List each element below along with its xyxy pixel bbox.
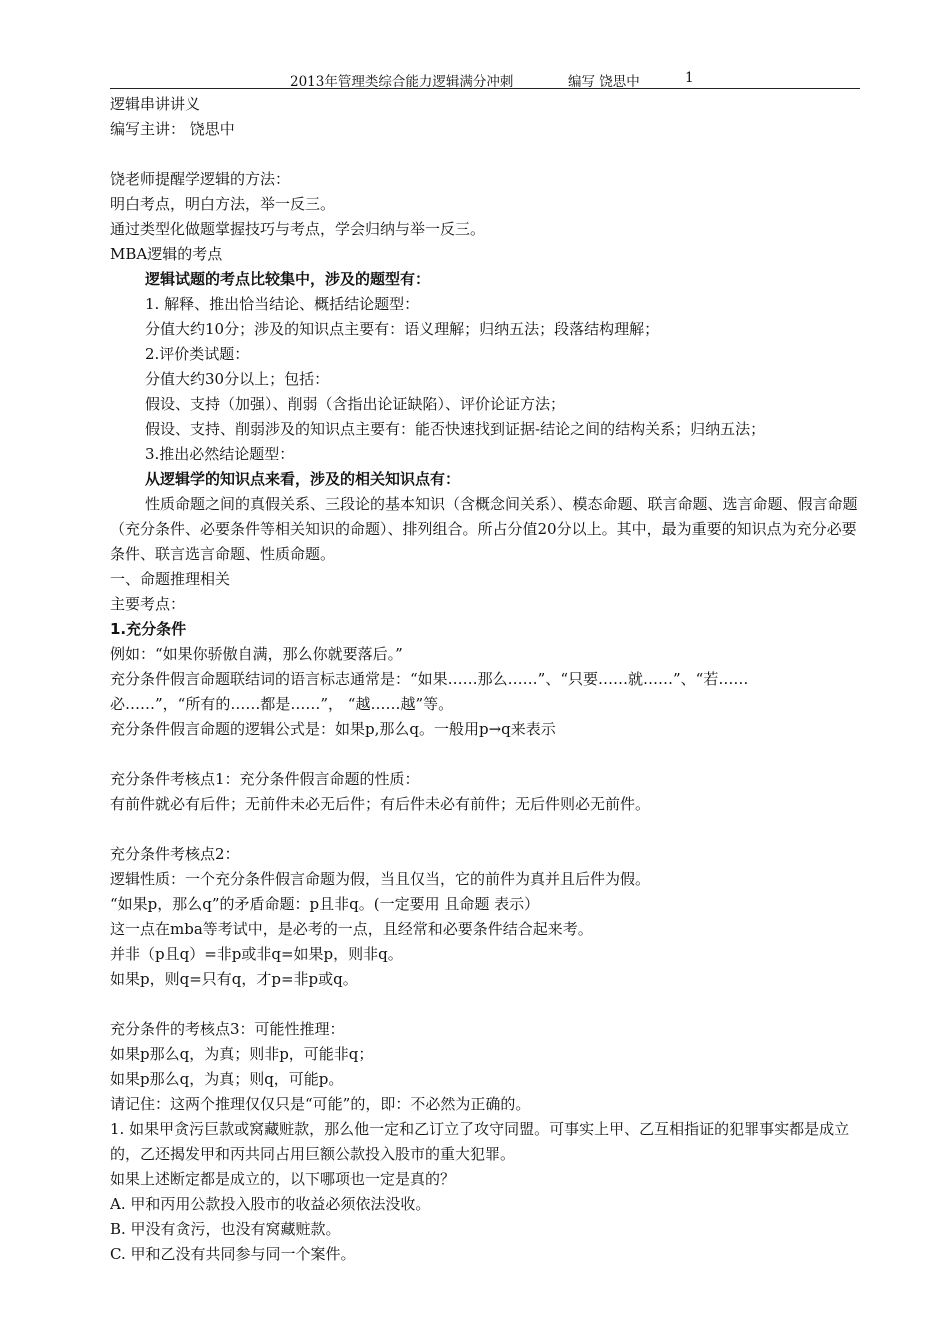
point2-contradiction: “如果p，那么q”的矛盾命题：p且非q。(一定要用 且命题 表示） (110, 895, 540, 913)
document-body (110, 92, 862, 1267)
connective-line-1: 充分条件假言命题联结词的语言标志通常是：“如果……那么……”、“只要……就……”、“若…… (110, 670, 749, 688)
main-points-label: 主要考点： (110, 595, 186, 613)
question-1-option-c: C. 甲和乙没有共同参与同一个案件。 (110, 1245, 356, 1263)
blank-line (110, 992, 862, 1017)
type-2-knowledge: 假设、支持、削弱涉及的知识点主要有：能否快速找到证据-结论之间的结构关系；归纳五法； (145, 420, 766, 438)
type-3: 3.推出必然结论题型： (145, 445, 295, 463)
point2-equation-2: 如果p，则q=只有q，才p=非p或q。 (110, 970, 358, 988)
method-title: 饶老师提醒学逻辑的方法： (110, 170, 291, 188)
section-1-heading: 一、命题推理相关 (110, 570, 231, 588)
point3-rule-a: 如果p那么q，为真；则非p，可能非q； (110, 1045, 374, 1063)
sufficient-condition-heading: 1.充分条件 (110, 620, 187, 638)
page-number: 1 (685, 70, 694, 86)
header-editor: 编写 饶思中 (568, 74, 640, 90)
method-1: 明白考点，明白方法，举一反三。 (110, 195, 336, 213)
blank-line (110, 142, 862, 167)
types-heading: 逻辑试题的考点比较集中，涉及的题型有： (145, 270, 431, 288)
type-2: 2.评价类试题： (145, 345, 250, 363)
point2-equation-1: 并非（p且q）=非p或非q=如果p，则非q。 (110, 945, 403, 963)
point2-property: 逻辑性质：一个充分条件假言命题为假，当且仅当，它的前件为真并且后件为假。 (110, 870, 651, 888)
question-1-option-a: A. 甲和丙用公款投入股市的收益必须依法没收。 (110, 1195, 431, 1213)
point3-rule-b: 如果p那么q，为真；则q，可能p。 (110, 1070, 344, 1088)
type-2-items: 假设、支持（加强）、削弱（含指出论证缺陷）、评价论证方法； (145, 395, 566, 413)
type-1: 1. 解释、推出恰当结论、概括结论题型： (145, 295, 420, 313)
knowledge-paragraph: 性质命题之间的真假关系、三段论的基本知识（含概念间关系）、模态命题、联言命题、选言命题、假言命题（充分条件、必要条件等相关知识的命题）、排列组合。所占分值20分以上。其中，最为重要的知识点为充分必要条件、联言选言命题、性质命题。 (110, 495, 858, 563)
question-1-stem: 1. 如果甲贪污巨款或窝藏赃款，那么他一定和乙订立了攻守同盟。可事实上甲、乙互相指证的犯罪事实都是成立的，乙还揭发甲和丙共同占用巨额公款投入股市的重大犯罪。 (110, 1120, 850, 1163)
point3-title: 充分条件的考核点3：可能性推理： (110, 1020, 345, 1038)
point1-title: 充分条件考核点1：充分条件假言命题的性质： (110, 770, 420, 788)
knowledge-heading: 从逻辑学的知识点来看，涉及的相关知识点有： (145, 470, 461, 488)
type-2-desc: 分值大约30分以上；包括： (145, 370, 330, 388)
header-title: 2013年管理类综合能力逻辑满分冲刺 (290, 74, 514, 90)
example-line: 例如：“如果你骄傲自满，那么你就要落后。” (110, 645, 403, 663)
page-header (110, 68, 860, 89)
author-line: 编写主讲： 饶思中 (110, 120, 235, 138)
point2-title: 充分条件考核点2： (110, 845, 240, 863)
connective-line-2: 必……”，“所有的……都是……”， “越……越”等。 (110, 695, 454, 713)
formula-line: 充分条件假言命题的逻辑公式是：如果p,那么q。一般用p→q来表示 (110, 720, 556, 738)
point2-mba-note: 这一点在mba等考试中，是必考的一点，且经常和必要条件结合起来考。 (110, 920, 593, 938)
blank-line (110, 817, 862, 842)
doc-title: 逻辑串讲讲义 (110, 95, 201, 113)
question-1-option-b: B. 甲没有贪污，也没有窝藏赃款。 (110, 1220, 341, 1238)
mba-title: MBA逻辑的考点 (110, 245, 223, 263)
point3-note: 请记住：这两个推理仅仅只是“可能”的，即：不必然为正确的。 (110, 1095, 531, 1113)
point1-desc: 有前件就必有后件；无前件未必无后件；有后件未必有前件；无后件则必无前件。 (110, 795, 651, 813)
method-2: 通过类型化做题掌握技巧与考点，学会归纳与举一反三。 (110, 220, 486, 238)
type-1-desc: 分值大约10分；涉及的知识点主要有：语义理解；归纳五法；段落结构理解； (145, 320, 660, 338)
blank-line (110, 742, 862, 767)
question-1-prompt: 如果上述断定都是成立的，以下哪项也一定是真的？ (110, 1170, 456, 1188)
